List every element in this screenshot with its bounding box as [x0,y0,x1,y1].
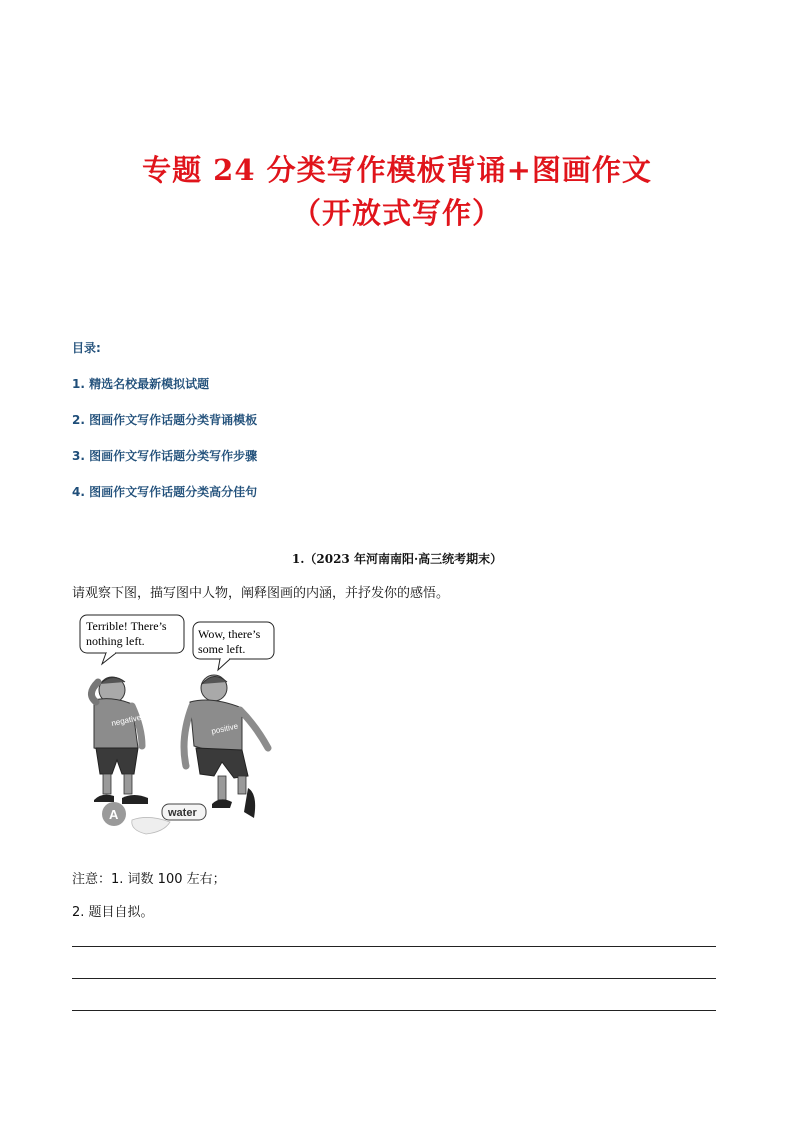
toc-item-4: 4. 图画作文写作话题分类高分佳句 [72,485,258,499]
bubble-right-line-1: Wow, there’s [198,627,261,641]
negative-boy-figure [91,677,148,804]
toc-item-2: 2. 图画作文写作话题分类背诵模板 [72,413,258,427]
note-line-1: 注意：1. 词数 100 左右； [72,872,226,887]
badge-a [102,802,126,826]
bubble-left-line-2: nothing left. [86,634,145,648]
positive-boy-figure [184,675,268,818]
water-bottle [132,804,206,834]
bubble-right-line-2: some left. [198,642,246,656]
answer-line-2 [72,978,716,979]
shirt-label-positive: positive [210,721,239,736]
title-line-1: 专题 24 分类写作模板背诵+图画作文 [142,153,652,187]
toc-item-1: 1. 精选名校最新模拟试题 [72,377,210,391]
title-line-2: （开放式写作） [291,196,502,230]
question-prompt: 请观察下图，描写图中人物，阐释图画的内涵，并抒发你的感悟。 [72,586,450,601]
answer-line-3 [72,1010,716,1011]
bottle-label: water [168,807,197,819]
toc-item-3: 3. 图画作文写作话题分类写作步骤 [72,449,258,463]
shirt-label-negative: negative [110,712,143,728]
answer-line-1 [72,946,716,947]
cartoon-illustration [72,608,284,844]
bubble-left-line-1: Terrible! There’s [86,619,167,633]
badge-label: A [109,807,119,822]
question-heading: 1.（2023 年河南南阳·高三统考期末） [291,552,503,566]
speech-bubble-left [80,615,184,664]
note-line-2: 2. 题目自拟。 [72,905,154,920]
speech-bubble-right [193,622,274,670]
toc-label: 目录: [72,341,101,355]
